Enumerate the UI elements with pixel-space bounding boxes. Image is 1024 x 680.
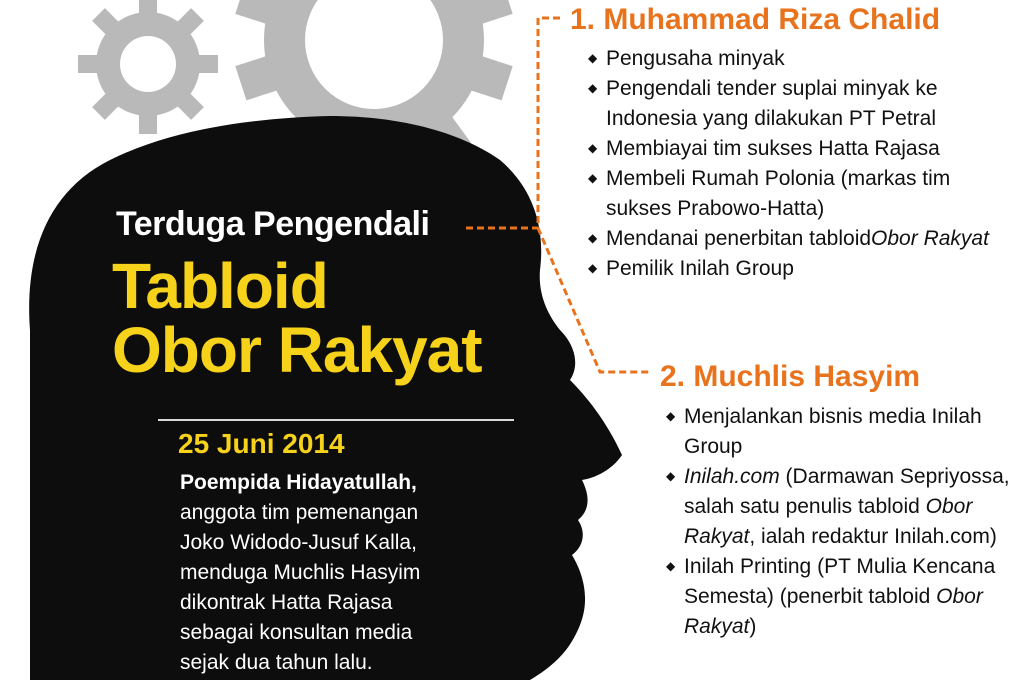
story-line: anggota tim pemenangan	[180, 501, 419, 524]
fact-item: ◆ Menjalankan bisnis media Inilah Group	[666, 402, 1022, 462]
suspect-2-facts	[666, 402, 1022, 642]
fact-item: ◆ Membiayai tim sukses Hatta Rajasa	[588, 134, 1018, 164]
suspect-1-facts	[588, 44, 1018, 284]
story-lead: Poempida Hidayatullah,	[180, 471, 417, 494]
story-line: sejak dua tahun lalu.	[180, 651, 373, 674]
suspect-1-name: 1. Muhammad Riza Chalid	[570, 3, 941, 36]
story-line: dikontrak Hatta Rajasa	[180, 591, 393, 614]
story-line: menduga Muchlis Hasyim	[180, 561, 421, 584]
infographic-title-line2: Obor Rakyat	[112, 314, 482, 386]
story-line: sebagai konsultan media	[180, 621, 413, 644]
fact-item: ◆ Pemilik Inilah Group	[588, 254, 1018, 284]
fact-item: ◆ Membeli Rumah Polonia (markas tim sukses Prabowo-Hatta)	[588, 164, 1018, 224]
fact-item: ◆ Mendanai penerbitan tabloidObor Rakyat	[588, 224, 1018, 254]
story-date: 25 Juni 2014	[178, 428, 345, 459]
story-text	[180, 468, 510, 678]
infographic-subtitle: Terduga Pengendali	[116, 205, 430, 243]
fact-item: ◆ Pengendali tender suplai minyak ke Indonesia yang dilakukan PT Petral	[588, 74, 1018, 134]
small-gear-icon	[78, 0, 218, 134]
fact-item: ◆ Inilah.com (Darmawan Sepriyossa, salah satu penulis tabloid Obor Rakyat, ialah redaktur Inilah.com)	[666, 462, 1022, 552]
suspect-2-name: 2. Muchlis Hasyim	[660, 360, 921, 393]
infographic-title-line1: Tabloid	[112, 250, 328, 322]
story-line: Joko Widodo-Jusuf Kalla,	[180, 531, 417, 554]
fact-item: ◆ Inilah Printing (PT Mulia Kencana Semesta) (penerbit tabloid Obor Rakyat)	[666, 552, 1022, 642]
fact-item: ◆ Pengusaha minyak	[588, 44, 1018, 74]
